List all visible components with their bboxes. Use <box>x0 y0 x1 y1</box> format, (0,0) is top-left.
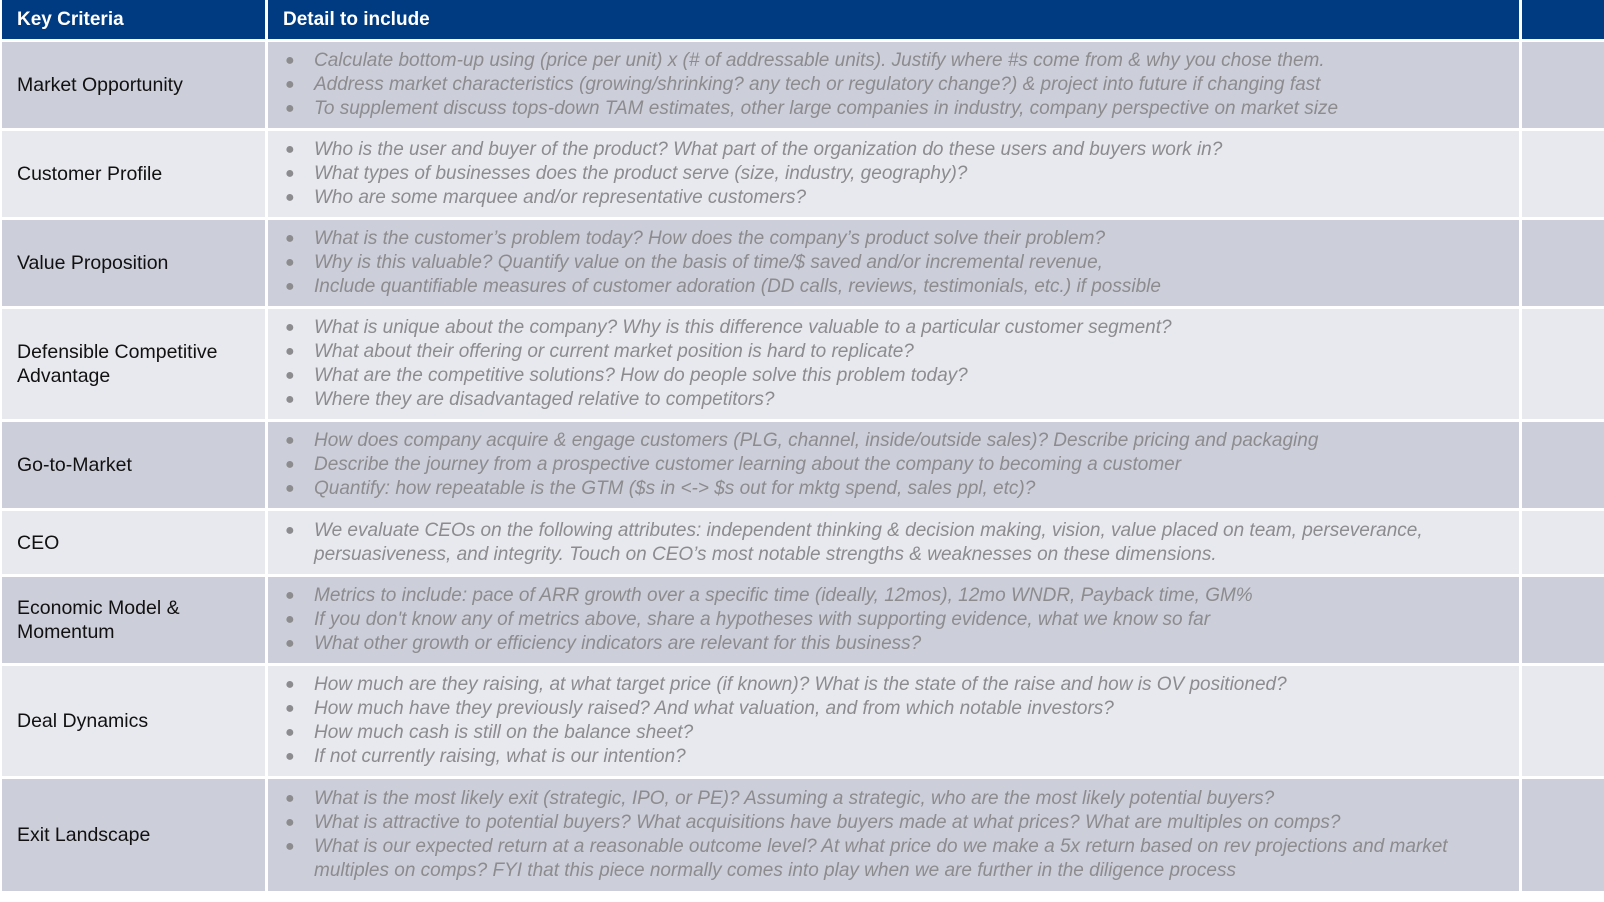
detail-item <box>282 632 1253 656</box>
detail-cell <box>268 220 1522 309</box>
criteria-label: Customer Profile <box>17 163 163 185</box>
detail-item <box>282 388 1172 412</box>
bullet-icon: ● <box>285 724 295 741</box>
detail-text: Address market characteristics (growing/shrinking? any tech or regulatory change?) & project into future if changing fast <box>314 74 1321 95</box>
detail-list <box>282 227 1161 299</box>
bullet-icon: ● <box>285 230 295 247</box>
detail-text: How much cash is still on the balance sheet? <box>314 722 694 743</box>
bullet-icon: ● <box>285 367 295 384</box>
extra-cell <box>1522 131 1604 220</box>
detail-list <box>282 673 1287 769</box>
detail-item <box>282 811 1505 835</box>
bullet-icon: ● <box>285 319 295 336</box>
detail-text: What are the competitive solutions? How do people solve this problem today? <box>314 365 968 386</box>
detail-cell <box>268 666 1522 779</box>
criteria-cell <box>2 577 268 666</box>
criteria-cell <box>2 42 268 131</box>
bullet-icon: ● <box>285 343 295 360</box>
criteria-label: Deal Dynamics <box>17 710 149 732</box>
detail-item <box>282 721 1287 745</box>
detail-text: If not currently raising, what is our intention? <box>314 746 686 767</box>
detail-cell <box>268 131 1522 220</box>
detail-text: What is unique about the company? Why is this difference valuable to a particular customer segment? <box>314 317 1172 338</box>
bullet-icon: ● <box>285 480 295 497</box>
bullet-icon: ● <box>285 76 295 93</box>
detail-text: How much are they raising, at what target price (if known)? What is the state of the raise and how is OV positioned? <box>314 674 1287 695</box>
criteria-cell <box>2 309 268 422</box>
bullet-icon: ● <box>285 456 295 473</box>
detail-item <box>282 453 1318 477</box>
detail-item <box>282 162 1222 186</box>
detail-text: Why is this valuable? Quantify value on the basis of time/$ saved and/or incremental revenue, <box>314 252 1103 273</box>
detail-text: Who is the user and buyer of the product? What part of the organization do these users and buyers work in? <box>314 139 1223 160</box>
bullet-icon: ● <box>285 100 295 117</box>
bullet-icon: ● <box>285 141 295 158</box>
detail-item <box>282 787 1505 811</box>
criteria-label: Defensible Competitive Advantage <box>17 341 218 387</box>
detail-item <box>282 97 1338 121</box>
extra-cell <box>1522 220 1604 309</box>
detail-text: What other growth or efficiency indicators are relevant for this business? <box>314 633 922 654</box>
bullet-icon: ● <box>285 611 295 628</box>
detail-item <box>282 227 1161 251</box>
criteria-label: Go-to-Market <box>17 454 132 476</box>
criteria-label: CEO <box>17 531 60 554</box>
detail-text: To supplement discuss tops-down TAM estimates, other large companies in industry, company perspective on market size <box>314 98 1339 119</box>
detail-list <box>282 138 1222 210</box>
detail-list <box>282 519 1505 567</box>
detail-item <box>282 364 1172 388</box>
criteria-label: Exit Landscape <box>17 824 151 846</box>
bullet-icon: ● <box>285 521 295 539</box>
detail-cell <box>268 422 1522 511</box>
detail-item <box>282 275 1161 299</box>
detail-text: How much have they previously raised? And what valuation, and from which notable investors? <box>314 698 1114 719</box>
detail-list <box>282 49 1338 121</box>
detail-cell <box>268 42 1522 131</box>
detail-item <box>282 584 1253 608</box>
criteria-cell <box>2 220 268 309</box>
detail-cell <box>268 511 1522 577</box>
detail-item <box>282 697 1287 721</box>
bullet-icon: ● <box>285 635 295 652</box>
detail-text: What is attractive to potential buyers? What acquisitions have buyers made at what prices? What are multiples on comps? <box>314 812 1341 833</box>
detail-text: Where they are disadvantaged relative to competitors? <box>314 389 775 410</box>
detail-item <box>282 316 1172 340</box>
extra-cell <box>1522 779 1604 894</box>
bullet-icon: ● <box>285 165 295 182</box>
criteria-cell <box>2 422 268 511</box>
detail-text: What is the customer’s problem today? How does the company’s product solve their problem? <box>314 228 1106 249</box>
detail-text: How does company acquire & engage customers (PLG, channel, inside/outside sales)? Describe pricing and packaging <box>314 430 1319 451</box>
criteria-cell <box>2 511 268 577</box>
bullet-icon: ● <box>285 700 295 717</box>
detail-list <box>282 584 1253 656</box>
criteria-label: Value Proposition <box>17 252 169 274</box>
detail-text: What is the most likely exit (strategic, IPO, or PE)? Assuming a strategic, who are the most likely potential buyers? <box>314 788 1275 809</box>
detail-cell <box>268 309 1522 422</box>
extra-cell <box>1522 666 1604 779</box>
detail-item <box>282 138 1222 162</box>
bullet-icon: ● <box>285 814 295 831</box>
detail-item <box>282 835 1505 883</box>
detail-cell <box>268 577 1522 666</box>
detail-text: Quantify: how repeatable is the GTM ($s in <-> $s out for mktg spend, sales ppl, etc)? <box>314 478 1036 499</box>
bullet-icon: ● <box>285 189 295 206</box>
header-key-criteria: Key Criteria <box>2 0 268 42</box>
bullet-icon: ● <box>285 254 295 271</box>
extra-cell <box>1522 309 1604 422</box>
extra-cell <box>1522 422 1604 511</box>
bullet-icon: ● <box>285 748 295 765</box>
bullet-icon: ● <box>285 838 295 855</box>
detail-text: Describe the journey from a prospective customer learning about the company to becoming a customer <box>314 454 1182 475</box>
detail-item <box>282 745 1287 769</box>
detail-cell <box>268 779 1522 894</box>
detail-text: Metrics to include: pace of ARR growth over a specific time (ideally, 12mos), 12mo WNDR, Payback time, GM% <box>314 585 1253 606</box>
bullet-icon: ● <box>285 52 295 69</box>
criteria-cell <box>2 131 268 220</box>
bullet-icon: ● <box>285 587 295 604</box>
bullet-icon: ● <box>285 790 295 807</box>
detail-item <box>282 49 1338 73</box>
criteria-cell <box>2 666 268 779</box>
criteria-cell <box>2 779 268 894</box>
extra-cell <box>1522 42 1604 131</box>
detail-list <box>282 429 1318 501</box>
bullet-icon: ● <box>285 278 295 295</box>
detail-text: If you don't know any of metrics above, share a hypotheses with supporting evidence, what we know so far <box>314 609 1211 630</box>
criteria-label: Economic Model & Momentum <box>17 597 180 643</box>
detail-item <box>282 340 1172 364</box>
detail-text: What is our expected return at a reasonable outcome level? At what price do we make a 5x return based on rev projections and market multiples on comps? FYI that this piece normally comes into play when we are further in the diligence process <box>314 836 1448 881</box>
extra-cell <box>1522 511 1604 577</box>
detail-item <box>282 186 1222 210</box>
detail-text: Include quantifiable measures of customer adoration (DD calls, reviews, testimonials, etc.) if possible <box>314 276 1161 297</box>
detail-list <box>282 316 1172 412</box>
detail-list <box>282 787 1505 883</box>
detail-text: Calculate bottom-up using (price per unit) x (# of addressable units). Justify where #s come from & why you chose them. <box>314 50 1325 71</box>
detail-item <box>282 477 1318 501</box>
detail-item <box>282 429 1318 453</box>
extra-cell <box>1522 577 1604 666</box>
header-detail-to-include: Detail to include <box>268 0 1522 42</box>
header-extra-column <box>1522 0 1604 42</box>
detail-item <box>282 519 1505 567</box>
detail-text: We evaluate CEOs on the following attributes: independent thinking & decision making, vision, value placed on team, perseverance, persuasiveness, and integrity. Touch on CEO’s most notable strengths & weaknesses on these dimensions. <box>314 519 1423 565</box>
detail-text: Who are some marquee and/or representative customers? <box>314 187 807 208</box>
detail-item <box>282 608 1253 632</box>
detail-item <box>282 251 1161 275</box>
bullet-icon: ● <box>285 391 295 408</box>
bullet-icon: ● <box>285 676 295 693</box>
detail-item <box>282 673 1287 697</box>
criteria-label: Market Opportunity <box>17 74 183 96</box>
detail-text: What about their offering or current market position is hard to replicate? <box>314 341 914 362</box>
detail-item <box>282 73 1338 97</box>
bullet-icon: ● <box>285 432 295 449</box>
detail-text: What types of businesses does the product serve (size, industry, geography)? <box>314 163 968 184</box>
